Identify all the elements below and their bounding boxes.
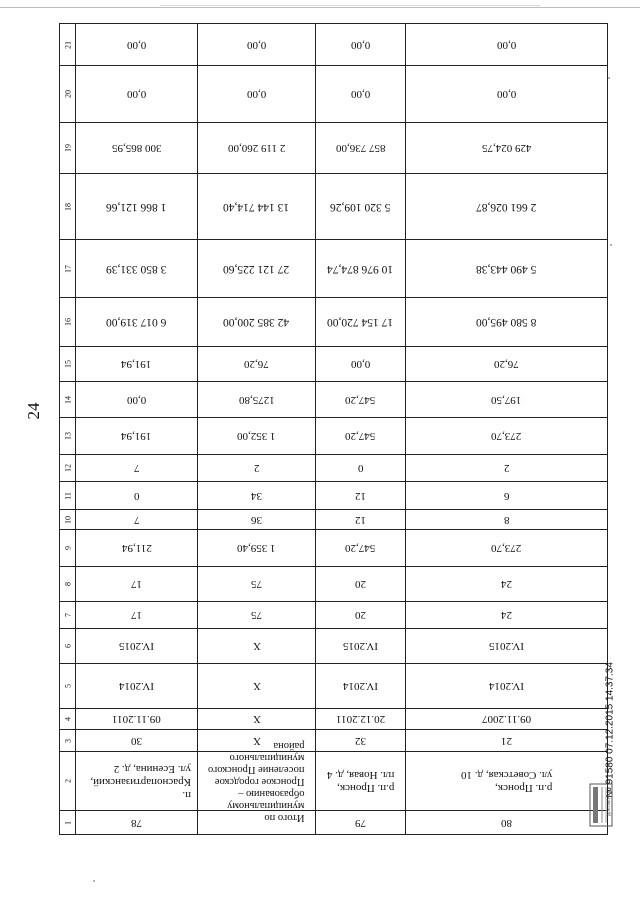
- table-row-col-3: [60, 730, 607, 752]
- table-cell: 6 017 319,00: [76, 298, 198, 346]
- registration-stamp: № 91580 07.12.2015 14:37:34: [604, 662, 616, 798]
- table-cell: 34: [198, 482, 316, 509]
- table-row-col-9: [60, 530, 607, 567]
- table-cell: IV.2015: [489, 640, 524, 652]
- table-cell: 30: [76, 730, 198, 751]
- table-row-col-7: [60, 602, 607, 629]
- table-cell: 27 121 225,60: [198, 240, 316, 297]
- table-cell: 211,94: [76, 530, 198, 566]
- table-cell: 429 024,75: [481, 142, 532, 154]
- table-cell: 21: [501, 734, 512, 747]
- table-cell: 857 736,00: [316, 123, 406, 173]
- table-row-col-6: [60, 629, 607, 664]
- table-cell: 20.12.2011: [316, 709, 406, 729]
- table-cell-address: р.п. Пронск, ул. Советская, д. 10: [460, 769, 553, 794]
- table-cell: 547,20: [316, 530, 406, 566]
- table-cell: IV.2014: [76, 664, 198, 708]
- table-cell: 12: [316, 482, 406, 509]
- table-cell: 78: [76, 811, 198, 834]
- table-cell: 24: [501, 609, 512, 621]
- column-number: 17: [60, 240, 76, 297]
- table-cell-address: р.п. Пронск, пл. Новая, д. 4: [316, 752, 406, 810]
- scan-top-edge-faint: [160, 5, 540, 6]
- table-cell: 79: [316, 811, 406, 834]
- table-cell: 197,50: [491, 393, 522, 406]
- table-cell: 17: [76, 602, 198, 628]
- table-cell: 2 661 026,87: [476, 200, 537, 213]
- table-cell: 3 850 331,39: [76, 240, 198, 297]
- table-cell: 36: [198, 510, 316, 529]
- table-cell: 0,00: [76, 24, 198, 65]
- table-cell: 1275,80: [198, 382, 316, 417]
- table-cell: 8 580 495,00: [476, 316, 537, 328]
- table-cell: 7: [76, 510, 198, 529]
- table-cell: X: [198, 709, 316, 729]
- table-cell: 273,70: [491, 430, 522, 442]
- table-cell: 0: [76, 482, 198, 509]
- table-cell: 32: [316, 730, 406, 751]
- table-cell: 547,20: [316, 382, 406, 417]
- table-cell: 1 352,00: [198, 418, 316, 454]
- table-cell: 0,00: [316, 347, 406, 381]
- table-cell: 0,00: [76, 66, 198, 122]
- column-number: 13: [60, 418, 76, 454]
- table-cell: 17 154 720,00: [316, 298, 406, 346]
- table-row-col-8: [60, 567, 607, 602]
- table-cell-address: п. Краснопартизанский, ул. Есенина, д. 2: [76, 752, 198, 810]
- table-row-col-18: [60, 174, 607, 240]
- table-row-col-11: [60, 482, 607, 510]
- table-cell: 12: [316, 510, 406, 529]
- table-row-col-1: [60, 811, 607, 834]
- table-cell: 191,94: [76, 418, 198, 454]
- column-number: 12: [60, 455, 76, 481]
- table-cell: 75: [198, 567, 316, 601]
- table-cell: 5 490 443,38: [476, 262, 537, 275]
- table-cell: 1 359,40: [198, 530, 316, 566]
- table-cell: X: [198, 629, 316, 663]
- table-cell: 10 976 874,74: [316, 240, 406, 297]
- table-cell: 547,20: [316, 418, 406, 454]
- table-row-col-14: [60, 382, 607, 418]
- table-cell: 0: [316, 455, 406, 481]
- column-number: 14: [60, 382, 76, 417]
- table-cell: 80: [501, 816, 512, 829]
- column-number: 4: [60, 709, 76, 729]
- table-cell: 2: [503, 462, 510, 474]
- column-number: 19: [60, 123, 76, 173]
- table-cell: 0,00: [496, 38, 517, 51]
- table-cell: 0,00: [76, 382, 198, 417]
- table-cell: IV.2015: [76, 629, 198, 663]
- data-table: [59, 23, 608, 835]
- column-number: 5: [60, 664, 76, 708]
- scan-speck: [93, 880, 95, 882]
- column-number: 10: [60, 510, 76, 529]
- table-row-col-4: [60, 709, 607, 730]
- table-row-col-20: [60, 66, 607, 123]
- table-cell: 76,20: [494, 358, 519, 370]
- svg-text:ДОКУМЕНТ: ДОКУМЕНТ: [606, 793, 611, 817]
- table-cell: 0,00: [496, 88, 517, 100]
- table-cell: [198, 811, 316, 834]
- table-cell: 42 385 200,00: [198, 298, 316, 346]
- column-number: 11: [60, 482, 76, 509]
- table-cell: 24: [501, 578, 512, 590]
- table-cell: 0,00: [316, 66, 406, 122]
- table-cell-total-label: Итого по муниципальному образованию – Пронское городское поселение Пронского муниципального района: [198, 752, 316, 810]
- table-row-col-12: [60, 455, 607, 482]
- table-cell: 300 865,95: [76, 123, 198, 173]
- table-cell: 273,70: [491, 542, 522, 554]
- column-number: 20: [60, 66, 76, 122]
- scan-speck: [610, 244, 612, 246]
- table-row-col-19: [60, 123, 607, 174]
- table-cell: 5 320 109,26: [316, 174, 406, 239]
- table-cell: 2 119 260,00: [198, 123, 316, 173]
- table-cell: 8: [503, 513, 510, 526]
- table-cell: 0,00: [316, 24, 406, 65]
- table-cell: 0,00: [198, 24, 316, 65]
- column-number: 1: [60, 811, 76, 834]
- table-cell: 1 866 121,66: [76, 174, 198, 239]
- column-number: 18: [60, 174, 76, 239]
- table-cell: 2: [198, 455, 316, 481]
- table-cell: 0,00: [198, 66, 316, 122]
- table-cell: IV.2015: [316, 629, 406, 663]
- table-row-col-13: [60, 418, 607, 455]
- table-row-col-5: [60, 664, 607, 709]
- column-number: 21: [60, 24, 76, 65]
- column-number: 8: [60, 567, 76, 601]
- table-row-col-21: [60, 24, 607, 66]
- column-number: 16: [60, 298, 76, 346]
- table-cell: 09.11.2007: [481, 713, 532, 725]
- table-cell: X: [198, 730, 316, 751]
- table-cell: 09.11.2011: [76, 709, 198, 729]
- table-cell: X: [198, 664, 316, 708]
- column-number: 9: [60, 530, 76, 566]
- table-cell: 13 144 714,40: [198, 174, 316, 239]
- table-cell: 75: [198, 602, 316, 628]
- table-cell: 6: [503, 489, 510, 502]
- table-row-col-17: [60, 240, 607, 298]
- column-number: 7: [60, 602, 76, 628]
- column-number: 6: [60, 629, 76, 663]
- table-cell: 191,94: [76, 347, 198, 381]
- table-cell: 20: [316, 567, 406, 601]
- stamp-logo-icon: [583, 782, 619, 828]
- column-number: 3: [60, 730, 76, 751]
- column-number: 15: [60, 347, 76, 381]
- scan-top-edge: [0, 7, 640, 8]
- table-cell: 76,20: [198, 347, 316, 381]
- table-row-col-16: [60, 298, 607, 347]
- page-number: 24: [24, 402, 43, 420]
- table-cell: 17: [76, 567, 198, 601]
- table-row-col-15: [60, 347, 607, 382]
- column-number: 2: [60, 752, 76, 810]
- table-cell: 20: [316, 602, 406, 628]
- table-cell: IV.2014: [316, 664, 406, 708]
- table-row-col-10: [60, 510, 607, 530]
- scan-speck: [608, 77, 610, 79]
- table-cell: IV.2014: [489, 680, 524, 692]
- table-cell: 7: [76, 455, 198, 481]
